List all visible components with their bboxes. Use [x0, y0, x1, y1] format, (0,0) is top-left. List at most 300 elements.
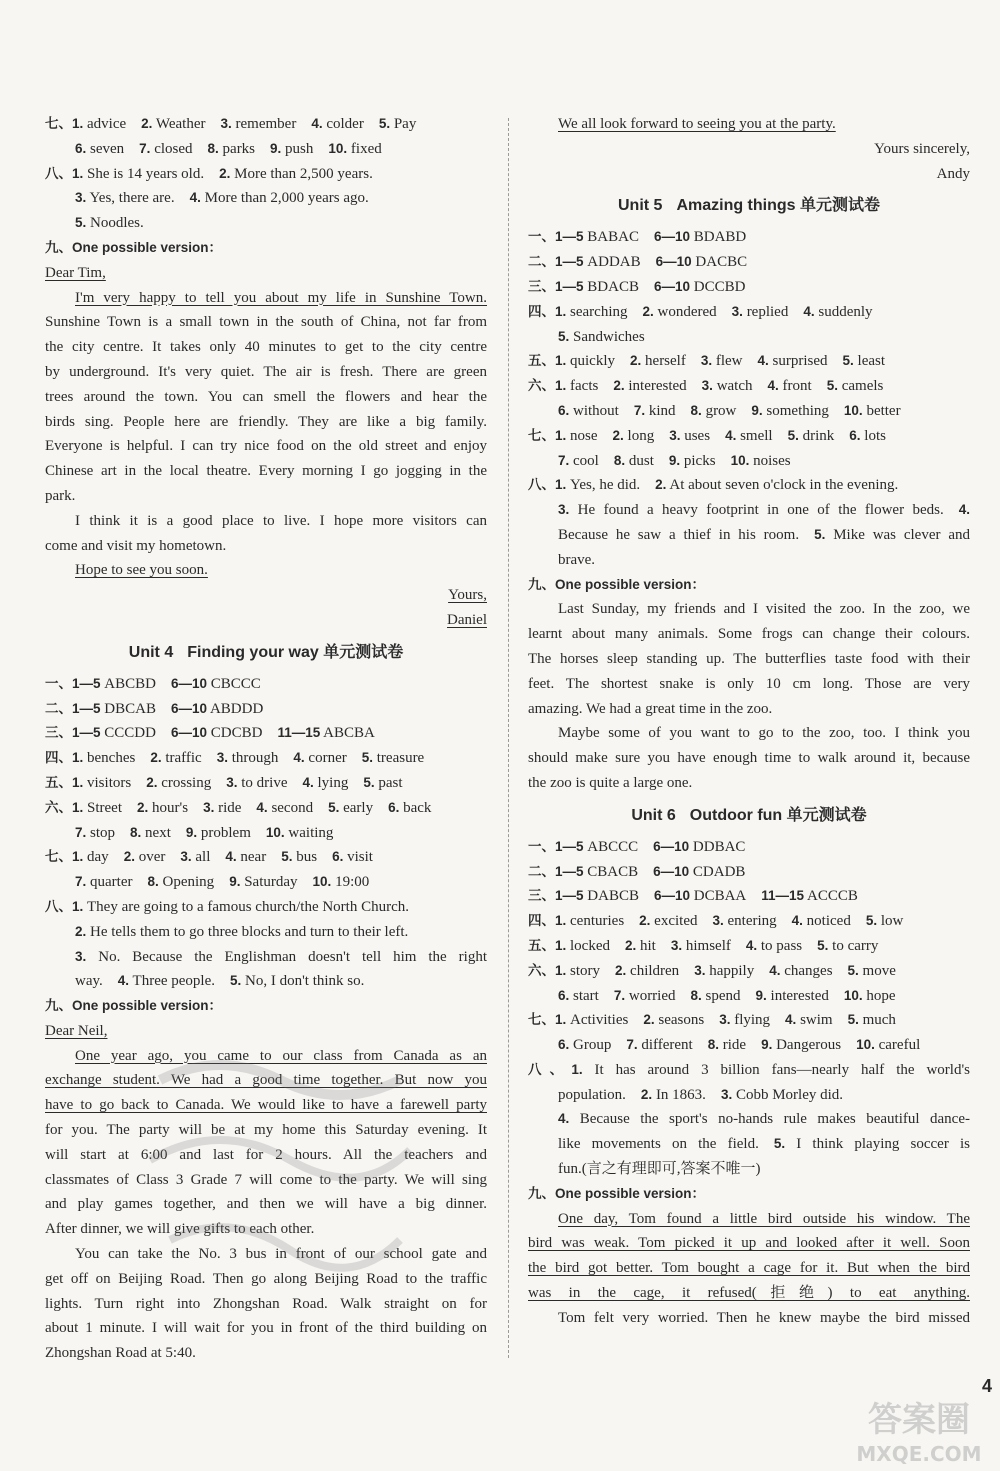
answer-text: better	[866, 402, 901, 419]
answer-text: lots	[864, 427, 886, 444]
answer-number: 1—5	[72, 675, 101, 691]
text-line	[45, 484, 487, 509]
answer-number: 1.	[72, 774, 84, 790]
unit-title: Outdoor fun 单元测试卷	[689, 806, 867, 824]
answer-text: to carry	[832, 937, 879, 954]
answer-row	[45, 112, 487, 137]
column-divider	[508, 118, 509, 1358]
text-line	[528, 647, 970, 672]
answer-text: least	[857, 353, 886, 370]
text-line	[45, 360, 487, 385]
answer-text: low	[880, 913, 904, 930]
answer-number: 2.	[146, 774, 158, 790]
line-text: I think it is a good place to live. I hope more visitors can	[75, 512, 487, 529]
answer-text: noises	[753, 452, 791, 469]
section-label: 九、One possible version：	[528, 1185, 706, 1201]
answer-text: start	[573, 987, 599, 1004]
answer-text: Street	[87, 799, 123, 816]
answer-number: 3.	[701, 378, 713, 394]
answer-number: 3.	[731, 303, 743, 319]
answer-number: 4.	[725, 427, 737, 443]
answer-number: 5.	[826, 378, 838, 394]
line-text: park.	[45, 487, 76, 504]
answer-number: 11—15	[277, 725, 321, 741]
answer-number: 6.	[849, 427, 861, 443]
answer-number: 10.	[312, 874, 332, 890]
answer-number: 3.	[720, 1086, 733, 1102]
answer-text: Yes, he did.	[570, 477, 641, 494]
text-line	[528, 771, 970, 796]
answer-number: 1.	[72, 898, 84, 914]
unit-heading	[528, 796, 970, 835]
answer-number: 2.	[123, 849, 135, 865]
answer-number: 4.	[256, 799, 268, 815]
answer-number: 2.	[625, 937, 637, 953]
answer-text: front	[782, 378, 812, 395]
answer-text: benches	[87, 750, 136, 767]
answer-number: 6—10	[170, 700, 207, 716]
line-text: trees around the town. You can smell the flowers and hear the	[45, 388, 487, 405]
answer-number: 10.	[856, 1037, 875, 1053]
answer-number: 6.	[558, 1037, 570, 1053]
answer-text: ACCCB	[807, 888, 858, 905]
answer-number: 3.	[75, 948, 87, 964]
answer-number: 1.	[555, 427, 567, 443]
answer-text: camels	[841, 378, 884, 395]
answer-text: early	[343, 799, 374, 816]
answer-text: hit	[640, 937, 656, 954]
answer-text: Sandwiches	[573, 328, 645, 345]
answer-number: 5.	[817, 937, 829, 953]
text-line	[45, 335, 487, 360]
answer-text: They are going to a famous church/the North Church.	[87, 898, 410, 915]
answer-number: 6—10	[653, 838, 690, 854]
answer-number: 6—10	[653, 278, 690, 294]
line-text: have to go back to Canada. We would like to have a farewell party	[45, 1097, 487, 1114]
section-label-row	[528, 573, 970, 598]
answer-number: 4.	[225, 849, 237, 865]
line-text: lights. Turn right into Zhongshan Road. Walk straight on for	[45, 1295, 487, 1312]
answer-text: much	[862, 1012, 896, 1029]
answer-row	[528, 1083, 970, 1108]
section-label: 四、	[528, 913, 555, 929]
signature-line	[528, 137, 970, 162]
answer-text: DACBC	[695, 254, 748, 271]
answer-row	[528, 1008, 970, 1033]
watermark-wave-graphic	[140, 1040, 420, 1340]
answer-number: 7.	[558, 452, 570, 468]
answer-text: Yes, there are.	[89, 190, 175, 207]
section-label-row	[528, 1182, 970, 1207]
answer-text: ride	[218, 799, 242, 816]
line-text: learnt about many animals. Some frogs can change their colours.	[528, 626, 970, 643]
answer-number: 6.	[388, 799, 400, 815]
signature-line	[528, 162, 970, 187]
answer-text: He found a heavy footprint in one of the flower beds.	[577, 502, 944, 519]
answer-text: different	[641, 1037, 693, 1054]
answer-number: 4.	[558, 1111, 570, 1127]
answer-text: DCCBD	[693, 278, 746, 295]
answer-number: 1.	[72, 799, 84, 815]
answer-number: 5.	[842, 353, 854, 369]
answer-text: careful	[878, 1037, 921, 1054]
section-label: 五、	[528, 937, 555, 953]
line-text: Everyone is helpful. I can try nice food on the old street and enjoy	[45, 438, 487, 455]
text-line	[45, 261, 487, 286]
answer-text: BDABD	[693, 229, 747, 246]
answer-number: 4.	[757, 353, 769, 369]
answer-number: 1—5	[555, 254, 584, 270]
line-text: Yours sincerely,	[874, 140, 970, 157]
line-text: for you. The party will be at my home this Saturday evening. It	[45, 1122, 487, 1139]
answer-number: 5.	[363, 774, 375, 790]
answer-text: In 1863.	[655, 1086, 706, 1103]
answer-text: picks	[683, 452, 716, 469]
answer-number: 1.	[571, 1061, 583, 1077]
text-line	[528, 622, 970, 647]
line-text: amazing. We had a great time in the zoo.	[528, 700, 773, 717]
text-line	[45, 509, 487, 534]
line-text: Hope to see you soon.	[75, 562, 208, 579]
answer-text: CDADB	[692, 863, 746, 880]
answer-text: Mike was clever and	[833, 526, 970, 543]
answer-number: 1—5	[555, 863, 584, 879]
answer-text: CDCBD	[210, 725, 263, 742]
answer-number: 3.	[220, 116, 232, 131]
answer-text: something	[766, 402, 829, 419]
answer-number: 8.	[613, 452, 626, 468]
answer-number: 9.	[751, 402, 763, 418]
line-text: You can take the No. 3 bus in front of our school gate and	[75, 1246, 487, 1263]
section-label-row	[45, 994, 487, 1019]
line-text: feet. The shortest snake is only 10 cm long. Those are very	[528, 675, 970, 692]
answer-number: 4.	[293, 750, 305, 766]
section-label: 六、	[528, 378, 555, 394]
answer-text: Weather	[155, 116, 206, 132]
answer-text: I think playing soccer is	[796, 1136, 970, 1153]
text-line	[528, 672, 970, 697]
answer-text: ride	[722, 1037, 747, 1054]
answer-number: 1.	[555, 353, 567, 369]
line-text: The horses sleep standing up. The butterflies taste food with their	[528, 650, 970, 667]
answer-text: At about seven o'clock in the evening.	[669, 477, 899, 494]
answer-text: 19:00	[335, 874, 370, 891]
answer-number: 4.	[791, 913, 803, 929]
answer-number: 5.	[847, 962, 859, 978]
text-line	[528, 1281, 970, 1306]
answer-text: problem	[200, 824, 251, 841]
answer-text: over	[138, 849, 166, 866]
answer-number: 6—10	[170, 725, 207, 741]
answer-text: BABAC	[587, 229, 639, 246]
answer-row	[528, 1132, 970, 1157]
section-label: 一、	[45, 675, 72, 691]
line-text: about 1 minute. I will wait for you in front of the third building on	[45, 1320, 487, 1337]
answer-number: 4.	[958, 502, 970, 518]
unit-title: Finding your way 单元测试卷	[187, 643, 404, 661]
section-label: 三、	[45, 725, 72, 741]
answer-row	[45, 796, 487, 821]
answer-text: excited	[654, 913, 698, 930]
text-line	[528, 112, 970, 137]
answer-number: 1.	[72, 750, 84, 766]
answer-text: Group	[573, 1037, 612, 1054]
answer-number: 3.	[180, 849, 192, 865]
answer-number: 5.	[773, 1136, 786, 1152]
answer-number: 8.	[147, 874, 159, 890]
text-line	[528, 1256, 970, 1281]
answer-number: 1—5	[555, 838, 584, 854]
answer-number: 3.	[669, 427, 681, 443]
answer-row	[528, 1058, 970, 1083]
answer-text: suddenly	[818, 303, 873, 320]
answer-number: 5.	[378, 116, 391, 131]
section-label: 一、	[528, 229, 555, 245]
answer-number: 5.	[847, 1012, 859, 1028]
answer-text: happily	[709, 962, 755, 979]
unit-heading	[45, 633, 487, 672]
line-text: the bird got better. Tom bought a cage for it. But when the bird	[528, 1260, 970, 1277]
section-label: 七、	[528, 1012, 555, 1028]
answer-number: 4.	[311, 116, 323, 131]
line-text: classmates of Class 3 Grade 7 will come to the party. We will sing	[45, 1171, 487, 1188]
answer-text: uses	[684, 427, 711, 444]
answer-row	[45, 945, 487, 970]
line-text: One day, Tom found a little bird outside his window. The	[558, 1210, 970, 1227]
page-number: 4	[981, 1376, 992, 1396]
answer-text: CBACB	[587, 863, 639, 880]
answer-text: replied	[746, 303, 789, 320]
watermark-text-main: 答案圈	[868, 1400, 970, 1440]
answer-text: Because the sport's no-hands rule makes beautiful dance-	[579, 1111, 970, 1128]
line-text: the city centre. It takes only 40 minutes to get to the city centre	[45, 339, 487, 356]
answer-row	[528, 548, 970, 573]
answer-text: flying	[734, 1012, 771, 1029]
text-line	[528, 1231, 970, 1256]
signature-line	[45, 583, 487, 608]
answer-text: interested	[628, 378, 687, 395]
section-label: 八、	[528, 477, 555, 493]
answer-text: stop	[90, 824, 116, 841]
answer-text: brave.	[558, 551, 596, 568]
answer-text: centuries	[570, 913, 625, 930]
line-text: Dear Tim,	[45, 264, 106, 281]
line-text: the zoo is quite a large one.	[528, 774, 693, 791]
answer-text: wondered	[657, 303, 717, 320]
answer-number: 2.	[643, 1012, 655, 1028]
section-label: 二、	[45, 700, 72, 716]
answer-number: 2.	[612, 427, 624, 443]
answer-text: through	[231, 750, 279, 767]
answer-number: 7.	[633, 402, 646, 418]
answer-text: long	[627, 427, 655, 444]
answer-text: fun.(言之有理即可,答案不唯一)	[558, 1161, 761, 1178]
answer-row	[528, 300, 970, 325]
answer-text: back	[403, 799, 432, 816]
answer-number: 6—10	[653, 229, 690, 245]
answer-row	[528, 473, 970, 498]
section-label: 七、	[45, 116, 72, 131]
answer-number: 1—5	[555, 278, 584, 294]
answer-text: DCBAA	[693, 888, 747, 905]
answer-row	[528, 275, 970, 300]
section-label: 七、	[528, 427, 555, 443]
section-label: 八、	[45, 165, 72, 181]
unit-number: Unit 4	[128, 643, 174, 661]
answer-number: 10.	[328, 140, 348, 156]
answer-row	[45, 672, 487, 697]
answer-row	[528, 1033, 970, 1058]
answer-number: 6.	[558, 402, 570, 418]
answer-number: 4.	[785, 1012, 797, 1028]
answer-text: He tells them to go three blocks and turn to their left.	[90, 923, 409, 940]
answer-number: 1.	[555, 962, 567, 978]
line-text: One year ago, you came to our class from Canada as an	[75, 1047, 487, 1064]
answer-number: 5.	[558, 328, 570, 344]
answer-number: 9.	[755, 987, 767, 1003]
answer-text: waiting	[288, 824, 334, 841]
answer-row	[45, 137, 487, 162]
answer-row	[45, 920, 487, 945]
line-text: We all look forward to seeing you at the party.	[558, 116, 836, 132]
text-line	[528, 697, 970, 722]
section-label: 九、One possible version：	[45, 239, 223, 255]
answer-row	[528, 349, 970, 374]
answer-text: noticed	[806, 913, 851, 930]
answer-text: No. Because the Englishman doesn't tell him the right	[98, 948, 487, 965]
line-text: was in the cage, it refused(拒绝) to eat anything.	[528, 1285, 970, 1302]
answer-number: 3.	[719, 1012, 731, 1028]
answer-text: ABCBA	[323, 725, 375, 742]
answer-text: ABCCC	[587, 838, 639, 855]
section-label: 四、	[45, 750, 72, 766]
answer-text: DABCB	[587, 888, 639, 905]
answer-number: 1.	[555, 913, 567, 929]
line-text: Maybe some of you want to go to the zoo, too. I think you	[558, 725, 970, 742]
answer-row	[528, 860, 970, 885]
answer-text: searching	[570, 303, 628, 320]
answer-row	[45, 211, 487, 236]
answer-text: entering	[727, 913, 777, 930]
answer-number: 7.	[75, 874, 87, 890]
text-line	[528, 721, 970, 746]
answer-text: More than 2,000 years ago.	[204, 190, 369, 207]
answer-text: seven	[90, 140, 125, 157]
text-line	[45, 534, 487, 559]
line-text: bird was weak. Tom picked it up and looked after it well. Soon	[528, 1235, 970, 1252]
answer-number: 1—5	[72, 725, 101, 741]
answer-row	[45, 697, 487, 722]
answer-number: 3.	[670, 937, 683, 953]
answer-text: Cobb Morley did.	[735, 1086, 844, 1103]
answer-text: next	[145, 824, 171, 841]
answer-text: DBCAB	[104, 700, 156, 717]
answer-number: 5.	[814, 526, 826, 542]
answer-number: 5.	[787, 427, 799, 443]
answer-row	[528, 1157, 970, 1182]
answer-number: 1.	[72, 165, 84, 181]
answer-text: to drive	[241, 774, 288, 791]
answer-number: 2.	[613, 378, 625, 394]
answer-number: 8.	[130, 824, 142, 840]
line-text: Last Sunday, my friends and I visited the zoo. In the zoo, we	[558, 601, 970, 618]
answer-text: CBCCC	[210, 675, 261, 692]
line-text: After dinner, we will give gifts to each other.	[45, 1221, 315, 1238]
answer-text: bus	[296, 849, 318, 866]
answer-text: dust	[628, 452, 654, 469]
answer-number: 8.	[207, 140, 219, 156]
answer-number: 2.	[75, 923, 87, 939]
answer-number: 8.	[690, 402, 702, 418]
answer-number: 3.	[712, 913, 724, 929]
answer-row	[528, 424, 970, 449]
text-line	[45, 1341, 487, 1366]
answer-text: grow	[705, 402, 737, 419]
answer-number: 5.	[865, 913, 878, 929]
answer-text: cool	[573, 452, 599, 469]
answer-text: visitors	[87, 774, 132, 791]
text-line	[45, 434, 487, 459]
answer-text: Dangerous	[776, 1037, 842, 1054]
answer-number: 11—15	[761, 888, 805, 904]
answer-number: 7.	[75, 824, 87, 840]
answer-row	[528, 1107, 970, 1132]
answer-number: 5.	[328, 799, 340, 815]
answer-text: advice	[87, 116, 127, 132]
answer-row	[45, 721, 487, 746]
answer-number: 2.	[630, 353, 642, 369]
answer-number: 1.	[555, 303, 567, 319]
answer-text: changes	[784, 962, 833, 979]
answer-text: hope	[866, 987, 896, 1004]
answer-text: smell	[740, 427, 773, 444]
answer-number: 1.	[555, 937, 567, 953]
answer-number: 9.	[761, 1037, 773, 1053]
line-text: Yours,	[448, 587, 487, 604]
answer-text: parks	[222, 140, 256, 157]
answer-text: hour's	[152, 799, 189, 816]
answer-text: all	[195, 849, 211, 866]
section-label: 九、One possible version：	[528, 576, 706, 592]
text-line	[528, 1207, 970, 1232]
answer-row	[528, 835, 970, 860]
answer-row	[528, 523, 970, 548]
unit-title: Amazing things 单元测试卷	[676, 197, 880, 215]
answer-number: 7.	[626, 1037, 638, 1053]
section-label: 五、	[45, 774, 72, 790]
text-line	[528, 1306, 970, 1331]
answer-row	[45, 895, 487, 920]
answer-text: nose	[570, 427, 598, 444]
answer-number: 9.	[185, 824, 198, 840]
section-label: 六、	[45, 799, 72, 815]
answer-text: day	[87, 849, 109, 866]
answer-row	[45, 771, 487, 796]
answer-number: 7.	[613, 987, 626, 1003]
answer-row	[528, 250, 970, 275]
answer-text: seasons	[658, 1012, 705, 1029]
line-text: Chinese art in the local theatre. Every morning I go jogging in the	[45, 463, 487, 480]
answer-number: 1.	[555, 1012, 567, 1028]
answer-text: BDACB	[587, 278, 639, 295]
answer-text: It has around 3 billion fans—nearly half the world's	[594, 1061, 970, 1078]
answer-text: children	[630, 962, 680, 979]
answer-number: 1—5	[555, 888, 584, 904]
answer-text: Saturday	[244, 874, 298, 891]
answer-number: 2.	[642, 303, 654, 319]
answer-row	[528, 449, 970, 474]
answer-text: corner	[308, 750, 347, 767]
